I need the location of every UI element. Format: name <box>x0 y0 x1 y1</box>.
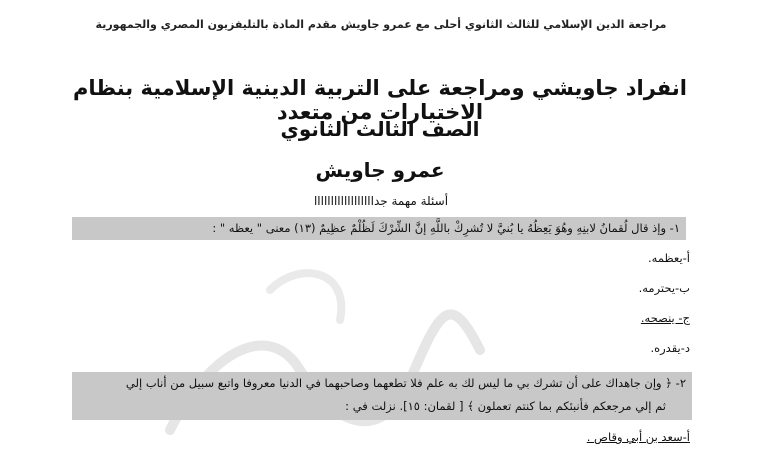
question-1-option-a: أ-يعظمه. <box>648 251 690 265</box>
question-1: ١- وإذ قال لُقمانُ لابنِهِ وهُوَ يَعِظُهُ يا بُنيَّ لا تُشرِكْ باللَّهِ إنَّ الشِّرْكَ لَظُلْمٌ عظِيمٌ (١٣) معنى " يعظه " : <box>72 217 686 240</box>
question-1-option-c: ج- ينصحه. <box>640 311 690 325</box>
author-name: عمرو جاويش <box>315 158 445 182</box>
question-2 <box>72 372 692 420</box>
page-header: مراجعة الدين الإسلامي للثالث الثانوي أحلى مع عمرو جاويش مقدم المادة بالتليفزيون المصري والجمهورية <box>95 18 667 31</box>
watermark-signature <box>150 230 490 470</box>
question-2-option-a: أ-سعد بن أبي وقاص . <box>586 430 690 444</box>
question-1-option-d: د-يقدره. <box>650 341 690 355</box>
question-2-line-1: ٢- ﴿ وإن جاهداك على أن تشرك بي ما ليس لك به علم فلا تطعهما وصاحبهما في الدنيا معروفا واتبع سبيل من أناب إلي <box>125 376 686 390</box>
main-title: انفراد جاويشي ومراجعة على التربية الدينية الإسلامية بنظام الاختيارات من متعدد <box>72 76 687 124</box>
grade-title: الصف الثالث الثانوي <box>280 117 480 141</box>
question-2-line-2: ثم إلي مرجعكم فأنبئكم بما كنتم تعملون ﴾ [ لقمان: ١٥]. نزلت في : <box>345 399 666 413</box>
section-subheading: أسئلة مهمة جداااااااااااااااااا <box>313 194 449 208</box>
question-1-option-b: ب-يحترمه. <box>638 281 690 295</box>
